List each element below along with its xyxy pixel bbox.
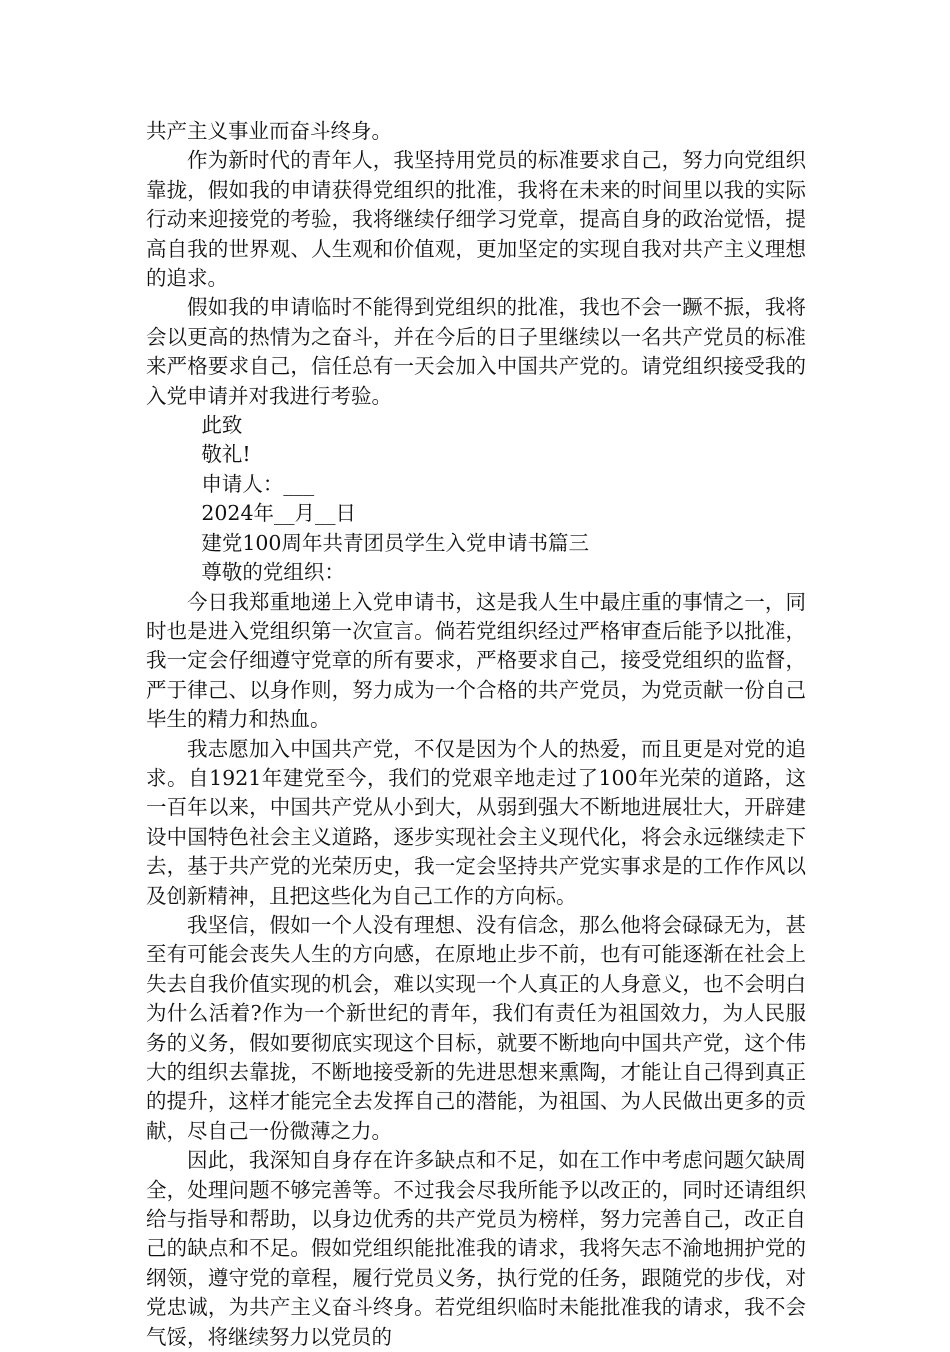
section-title: 建党100周年共青团员学生入党申请书篇三 <box>201 530 589 555</box>
applicant-line: 申请人：___ <box>201 471 315 496</box>
date-line: 2024年__月__日 <box>201 501 357 526</box>
paragraph-volunteer: 我志愿加入中国共产党，不仅是因为个人的热爱，而且更是对党的追求。自1921年建党至今，我们的党艰辛地走过了100年光荣的道路，这一百年以来，中国共产党从小到大，从弱到强大不断地进展壮大，开辟建设中国特色社会主义道路，逐步实现社会主义现代化，将会永远继续走下去，基于共产党的光荣历史，我一定会坚持共产党实事求是的工作作风以及创新精神，且把这些化为自己工作的方向标。 <box>146 736 806 908</box>
document-page <box>146 117 806 1352</box>
salutation: 尊敬的党组织： <box>201 560 345 585</box>
paragraph-continuation: 共产主义事业而奋斗终身。 <box>146 119 392 143</box>
closing-jingli: 敬礼! <box>201 442 251 467</box>
paragraph-if-not-approved: 假如我的申请临时不能得到党组织的批准，我也不会一蹶不振，我将会以更高的热情为之奋斗，并在今后的日子里继续以一名共产党员的标准来严格要求自己，信任总有一天会加入中国共产党的。请党组织接受我的入党申请并对我进行考验。 <box>146 295 806 408</box>
paragraph-therefore: 因此，我深知自身存在许多缺点和不足，如在工作中考虑问题欠缺周全，处理问题不够完善等。不过我会尽我所能予以改正的，同时还请组织给与指导和帮助，以身边优秀的共产党员为榜样，努力完善自己，改正自己的缺点和不足。假如党组织能批准我的请求，我将矢志不渝地拥护党的纲领，遵守党的章程，履行党员义务，执行党的任务，跟随党的步伐，对党忠诚，为共产主义奋斗终身。若党组织临时未能批准我的请求，我不会气馁，将继续努力以党员的 <box>146 1148 806 1349</box>
paragraph-believe: 我坚信，假如一个人没有理想、没有信念，那么他将会碌碌无为，甚至有可能会丧失人生的方向感，在原地止步不前，也有可能逐渐在社会上失去自我价值实现的机会，难以实现一个人真正的人身意义，也不会明白为什么活着?作为一个新世纪的青年，我们有责任为祖国效力，为人民服务的义务，假如要彻底实现这个目标，就要不断地向中国共产党，这个伟大的组织去靠拢，不断地接受新的先进思想来熏陶，才能让自己得到真正的提升，这样才能完全去发挥自己的潜能，为祖国、为人民做出更多的贡献，尽自己一份微薄之力。 <box>146 912 806 1143</box>
paragraph-today: 今日我郑重地递上入党申请书，这是我人生中最庄重的事情之一，同时也是进入党组织第一次宣言。倘若党组织经过严格审查后能予以批准，我一定会仔细遵守党章的所有要求，严格要求自己，接受党组织的监督，严于律己、以身作则，努力成为一个合格的共产党员，为党贡献一份自己毕生的精力和热血。 <box>146 589 806 732</box>
paragraph-youth: 作为新时代的青年人，我坚持用党员的标准要求自己，努力向党组织靠拢，假如我的申请获得党组织的批准，我将在未来的时间里以我的实际行动来迎接党的考验，我将继续仔细学习党章，提高自身的政治觉悟，提高自我的世界观、人生观和价值观，更加坚定的实现自我对共产主义理想的追求。 <box>146 148 806 291</box>
closing-cizhi: 此致 <box>201 413 243 438</box>
